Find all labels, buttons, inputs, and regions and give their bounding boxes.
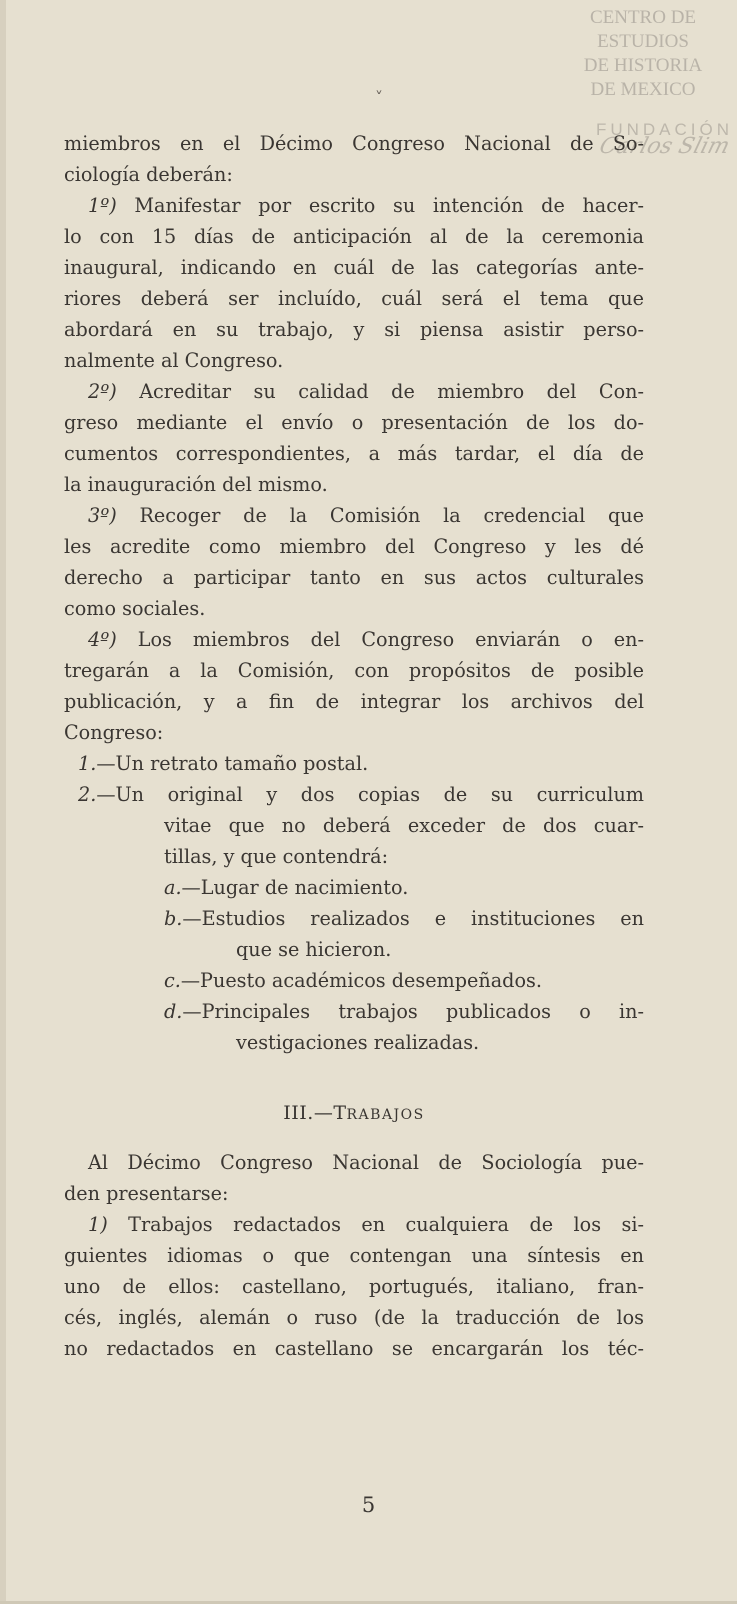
text-line: nalmente al Congreso. (64, 349, 284, 372)
archive-watermark (563, 6, 723, 102)
text-line: riores deberá ser incluído, cuál será el tema que (64, 287, 644, 310)
text-line: vestigaciones realizadas. (236, 1031, 480, 1054)
letter-label: b. (164, 907, 183, 930)
text-line: que se hicieron. (236, 938, 392, 961)
page-number: 5 (361, 1493, 376, 1517)
text-line: ciología deberán: (64, 163, 233, 186)
letter-label: a. (164, 876, 182, 899)
item-number: 4º) (88, 628, 117, 651)
text-line: como sociales. (64, 597, 206, 620)
text-line: publicación, y a fin de integrar los archivos del (64, 690, 644, 713)
text-line: lo con 15 días de anticipación al de la ceremonia (64, 225, 644, 248)
text-line: uno de ellos: castellano, portugués, italiano, fran- (64, 1275, 644, 1298)
watermark-line: DE HISTORIA (583, 55, 703, 76)
section-heading: III.—TRABAJOS (283, 1102, 425, 1124)
letter-label: c. (164, 969, 181, 992)
text-line: tregarán a la Comisión, con propósitos de posible (64, 659, 644, 682)
letter-label: d. (164, 1000, 183, 1023)
text-line: la inauguración del mismo. (64, 473, 328, 496)
text-line: Al Décimo Congreso Nacional de Sociología pue- (88, 1151, 644, 1174)
text-line: guientes idiomas o que contengan una síntesis en (64, 1244, 644, 1267)
text-line: tillas, y que contendrá: (164, 845, 389, 868)
item-line: 2º) Acreditar su calidad de miembro del Con- (88, 380, 644, 403)
item-line: 3º) Recoger de la Comisión la credencial que (88, 504, 644, 527)
text-line: vitae que no deberá exceder de dos cuar- (164, 814, 644, 837)
text-line: miembros en el Décimo Congreso Nacional de So- (64, 132, 644, 155)
letter-item-line: c.—Puesto académicos desempeñados. (164, 969, 542, 992)
watermark-line: ESTUDIOS (597, 31, 689, 52)
watermark-line: CENTRO DE (589, 7, 697, 28)
item-number: 2º) (88, 380, 117, 403)
watermark-signature: Carlos Slim (596, 134, 733, 159)
letter-item-line: a.—Lugar de nacimiento. (164, 876, 409, 899)
item-line: 1) Trabajos redactados en cualquiera de los si- (88, 1213, 644, 1236)
sub-item-number: 2. (78, 783, 97, 806)
text-line: les acredite como miembro del Congreso y les dé (64, 535, 644, 558)
body-text (64, 128, 644, 1364)
text-line: inaugural, indicando en cuál de las categorías ante- (64, 256, 644, 279)
item-number: 1º) (88, 194, 117, 217)
letter-item-line: b.—Estudios realizados e instituciones en (164, 907, 644, 930)
item-line: 4º) Los miembros del Congreso enviarán o en- (88, 628, 644, 651)
item-number: 3º) (88, 504, 117, 527)
text-line: Congreso: (64, 721, 164, 744)
page-edge-left (0, 0, 6, 1604)
item-number: 1) (88, 1213, 108, 1236)
text-line: derecho a participar tanto en sus actos culturales (64, 566, 644, 589)
text-line: no redactados en castellano se encargarán los téc- (64, 1337, 644, 1360)
text-line: abordará en su trabajo, y si piensa asistir perso- (64, 318, 644, 341)
watermark-fundacion: FUNDACIÓN (595, 120, 733, 139)
text-line: den presentarse: (64, 1182, 229, 1205)
text-line: greso mediante el envío o presentación de los do- (64, 411, 644, 434)
stray-mark: ˅ (375, 88, 383, 107)
item-line: 1º) Manifestar por escrito su intención de hacer- (88, 194, 644, 217)
sub-item-number: 1. (78, 752, 97, 775)
sub-item-line: 2.—Un original y dos copias de su curriculum (78, 783, 644, 806)
watermark-line: DE MEXICO (590, 79, 696, 100)
letter-item-line: d.—Principales trabajos publicados o in- (164, 1000, 644, 1023)
text-line: cés, inglés, alemán o ruso (de la traducción de los (64, 1306, 644, 1329)
text-line: cumentos correspondientes, a más tardar, el día de (64, 442, 644, 465)
sub-item-line: 1.—Un retrato tamaño postal. (78, 752, 369, 775)
